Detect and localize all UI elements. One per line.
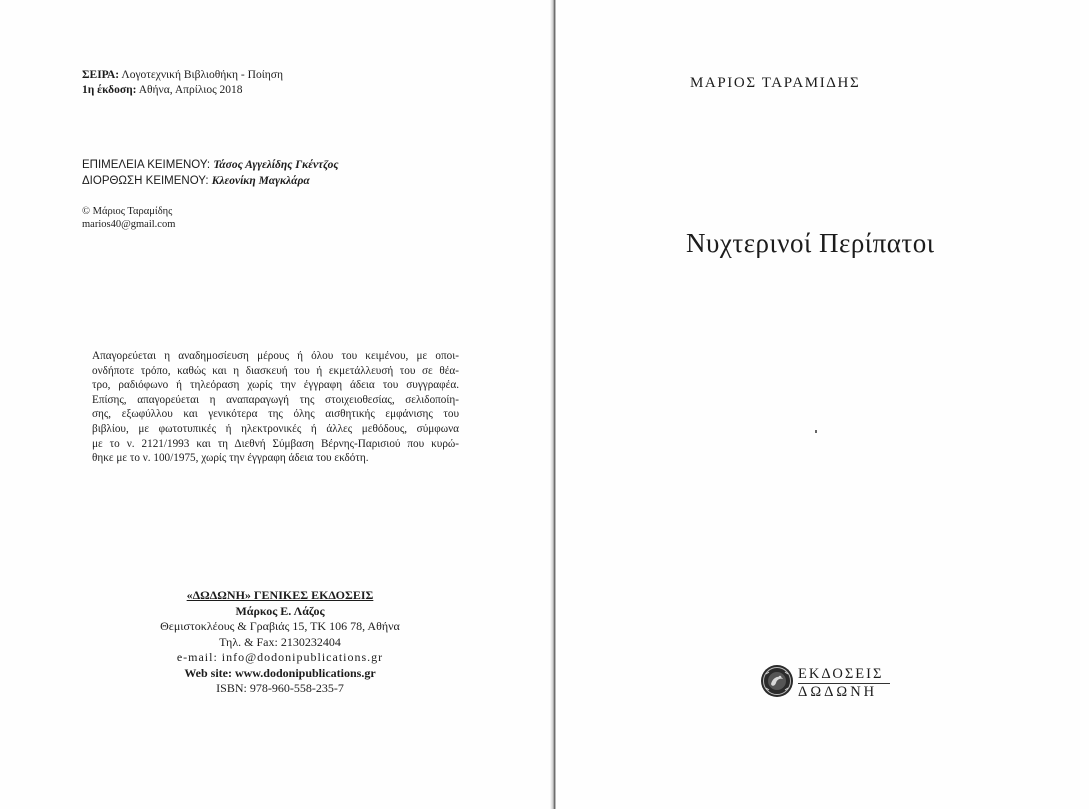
- publisher-email: e-mail: info@dodonipublications.gr: [176, 650, 384, 664]
- author-name: ΜΑΡΙΟΣ ΤΑΡΑΜΙΔΗΣ: [690, 75, 861, 91]
- proofreading-label: ΔΙΟΡΘΩΣΗ ΚΕΙΜΕΝΟΥ:: [82, 175, 209, 187]
- series-line: [82, 68, 283, 83]
- logo-line-2: ΔΩΔΩΝΗ: [798, 684, 878, 700]
- publisher-isbn: ISBN: 978-960-558-235-7: [216, 681, 344, 695]
- editing-value: Τάσος Αγγελίδης Γκέντζος: [213, 159, 339, 171]
- edition-value: Αθήνα, Απρίλιος 2018: [136, 84, 243, 96]
- legal-line: βιβλίου, με φωτοτυπικές ή ηλεκτρονικές ή άλλες μεθόδους, σύμφωνα: [92, 422, 459, 435]
- series-value: Λογοτεχνική Βιβλιοθήκη - Ποίηση: [119, 69, 284, 81]
- publisher-address: Θεμιστοκλέους & Γραβιάς 15, ΤΚ 106 78, Αθήνα: [160, 619, 400, 633]
- logo-line-1: ΕΚΔΟΣΕΙΣ: [798, 666, 884, 682]
- author-email: marios40@gmail.com: [82, 219, 176, 230]
- proofreading-value: Κλεονίκη Μαγκλάρα: [211, 175, 310, 187]
- publisher-website: Web site: www.dodonipublications.gr: [184, 665, 376, 680]
- copyright-notice: © Μάριος Ταραμίδης: [82, 206, 173, 217]
- legal-line: με το ν. 2121/1993 και τη Διεθνή Σύμβαση Βέρνης-Παρισιού που κυρώ-: [92, 437, 459, 450]
- legal-line: Επίσης, απαγορεύεται η αναπαραγωγή της στοιχειοθεσίας, σελιδοποίη-: [92, 393, 459, 406]
- edition-label: 1η έκδοση:: [82, 84, 137, 96]
- legal-line: θηκε με το ν. 100/1975, χωρίς την έγγραφη άδεια του εκδότη.: [92, 452, 369, 465]
- legal-line: τρο, ραδιόφωνο ή τηλεόραση χωρίς την έγγραφη άδεια του συγγραφέα.: [92, 379, 459, 392]
- series-label: ΣΕΙΡΑ:: [82, 69, 120, 81]
- editing-line: [82, 158, 339, 173]
- publisher-owner: Μάρκος Ε. Λάζος: [235, 603, 325, 618]
- publisher-phone: Τηλ. & Fax: 2130232404: [219, 634, 341, 649]
- publisher-block: [110, 588, 450, 697]
- page-speck: [815, 430, 817, 433]
- legal-line: ονδήποτε τρόπο, καθώς και η διασκευή του ή εκμετάλλευσή του σε θέα-: [92, 364, 459, 377]
- editing-label: ΕΠΙΜΕΛΕΙΑ ΚΕΙΜΕΝΟΥ:: [82, 159, 211, 171]
- dodoni-seal-icon: [760, 664, 794, 698]
- legal-line: σης, εξωφύλλου και γενικότερα της όλης αισθητικής εμφάνισης του: [92, 408, 459, 421]
- edition-line: [82, 83, 243, 98]
- book-title: Νυχτερινοί Περίπατοι: [686, 228, 935, 258]
- legal-notice: [92, 349, 459, 466]
- proofreading-line: [82, 174, 310, 189]
- publisher-name: «ΔΩΔΩΝΗ» ΓΕΝΙΚΕΣ ΕΚΔΟΣΕΙΣ: [186, 588, 374, 602]
- legal-line: Απαγορεύεται η αναδημοσίευση μέρους ή όλου του κειμένου, με οποι-: [92, 350, 459, 362]
